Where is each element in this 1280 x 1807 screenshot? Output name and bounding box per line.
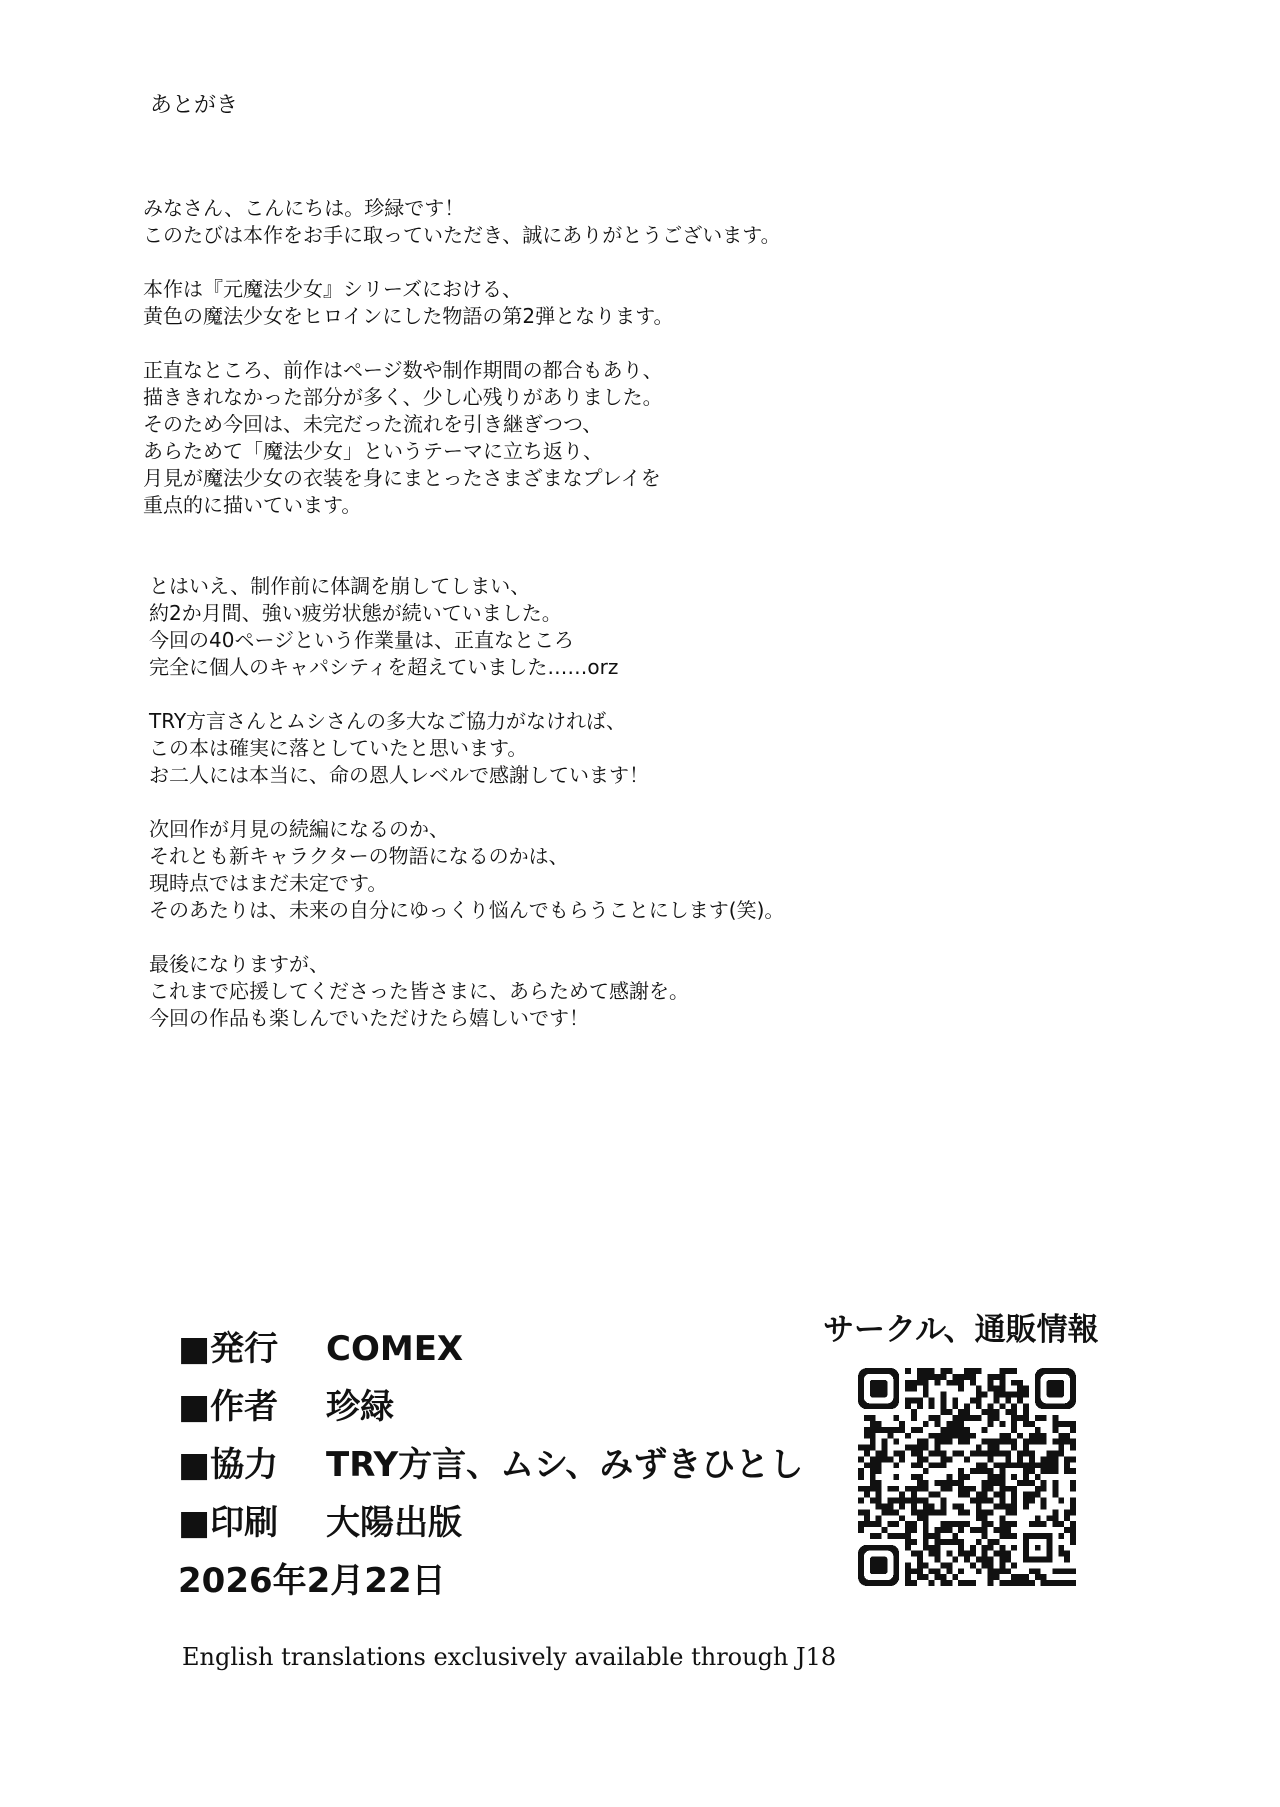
paragraph-motivation — [143, 357, 1143, 519]
text-line: 今回の40ページという作業量は、正直なところ — [149, 628, 575, 652]
text-line: 次回作が月見の続編になるのか、 — [149, 817, 449, 841]
text-line: 約2か月間、強い疲労状態が続いていました。 — [149, 601, 562, 625]
text-line: 重点的に描いています。 — [143, 493, 362, 517]
colophon-value: COMEX — [326, 1329, 464, 1369]
colophon-label: ■協力 — [178, 1445, 279, 1485]
text-line: 最後になりますが、 — [149, 952, 329, 976]
text-line: 黄色の魔法少女をヒロインにした物語の第2弾となります。 — [143, 304, 674, 328]
text-line: あらためて「魔法少女」というテーマに立ち返り、 — [143, 439, 603, 463]
text-line: みなさん、こんにちは。珍緑です！ — [143, 196, 465, 220]
page-title: あとがき — [150, 93, 239, 118]
text-line: 正直なところ、前作はページ数や制作期間の都合もあり、 — [143, 358, 663, 382]
qr-code-icon[interactable] — [858, 1368, 1076, 1586]
colophon-label: ■作者 — [178, 1387, 279, 1427]
text-line: このたびは本作をお手に取っていただき、誠にありがとうございます。 — [143, 223, 781, 247]
paragraph-thanks-collaborators — [143, 708, 1143, 789]
paragraph-series — [143, 276, 1143, 330]
paragraph-closing — [143, 951, 1143, 1032]
text-line: TRY方言さんとムシさんの多大なご協力がなければ、 — [149, 709, 627, 733]
colophon — [178, 1320, 803, 1552]
paragraph-health — [143, 573, 1143, 681]
text-line: とはいえ、制作前に体調を崩してしまい、 — [149, 574, 531, 598]
colophon-row-author — [178, 1378, 803, 1436]
colophon-label: ■印刷 — [178, 1503, 279, 1543]
colophon-row-publisher — [178, 1320, 803, 1378]
paragraph-next-work — [143, 816, 1143, 924]
text-line: 完全に個人のキャパシティを超えていました……orz — [149, 655, 619, 679]
circle-info-title: サークル、通販情報 — [823, 1312, 1099, 1348]
text-line: そのあたりは、未来の自分にゆっくり悩んでもらうことにします(笑)。 — [149, 898, 785, 922]
colophon-value: 珍緑 — [326, 1387, 394, 1427]
text-line: お二人には本当に、命の恩人レベルで感謝しています！ — [149, 763, 649, 787]
colophon-row-printer — [178, 1494, 803, 1552]
text-line: 今回の作品も楽しんでいただけたら嬉しいです！ — [149, 1006, 589, 1030]
publication-date: 2026年2月22日 — [178, 1561, 446, 1601]
text-line: そのため今回は、未完だった流れを引き継ぎつつ、 — [143, 412, 603, 436]
paragraph-greeting — [143, 195, 1143, 249]
text-line: これまで応援してくださった皆さまに、あらためて感謝を。 — [149, 979, 689, 1003]
colophon-value: 大陽出版 — [326, 1503, 462, 1543]
colophon-label: ■発行 — [178, 1329, 279, 1369]
text-line: 現時点ではまだ未定です。 — [149, 871, 388, 895]
afterword-body — [143, 195, 1143, 1059]
text-line: それとも新キャラクターの物語になるのかは、 — [149, 844, 569, 868]
text-line: この本は確実に落としていたと思います。 — [149, 736, 528, 760]
text-line: 月見が魔法少女の衣装を身にまとったさまざまなプレイを — [143, 466, 661, 490]
translation-credit: English translations exclusively available through J18 — [182, 1643, 837, 1671]
colophon-row-cooperation — [178, 1436, 803, 1494]
text-line: 本作は『元魔法少女』シリーズにおける、 — [143, 277, 522, 301]
text-line: 描ききれなかった部分が多く、少し心残りがありました。 — [143, 385, 663, 409]
colophon-value: TRY方言、ムシ、みずきひとし — [326, 1445, 804, 1485]
